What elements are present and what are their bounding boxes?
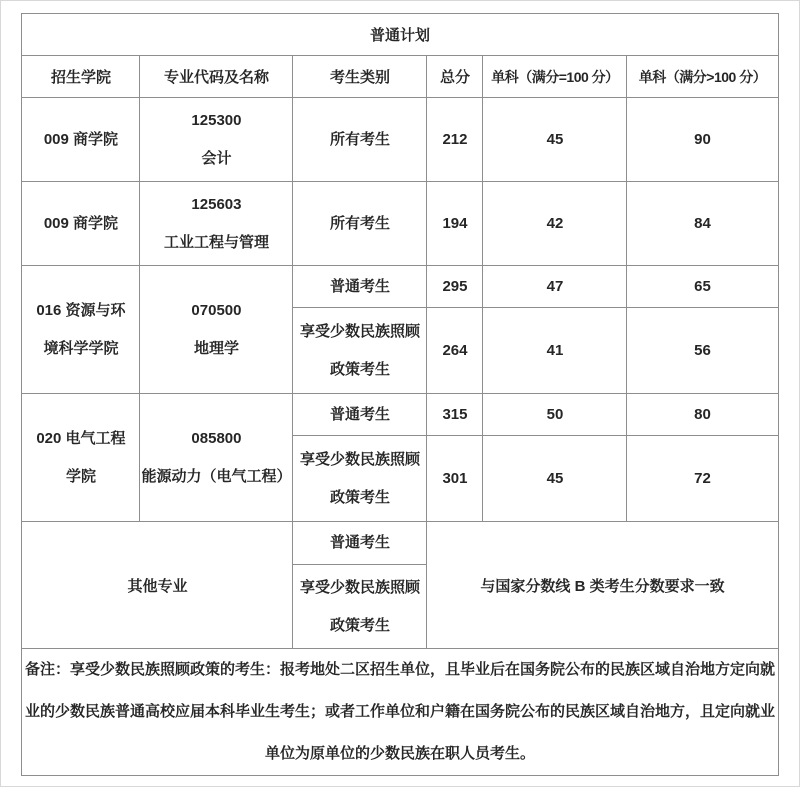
cell-major-code <box>140 266 293 394</box>
text-line: 009 商学院 <box>43 214 119 232</box>
header-total: 总分 <box>427 56 483 98</box>
cell-single-eq100: 45 <box>483 98 627 182</box>
table-row <box>22 394 778 436</box>
plan-title: 普通计划 <box>22 14 778 56</box>
text-line: 085800 <box>191 429 242 447</box>
cell-category <box>293 522 427 565</box>
cell-total-score: 301 <box>427 436 483 522</box>
table-note: 备注：享受少数民族照顾政策的考生：报考地处二区招生单位，且毕业后在国务院公布的民族区域自治地方定向就业的少数民族普通高校应届本科毕业生考生；或者工作单位和户籍在国务院公布的民族区域自治地方，且定向就业单位为原单位的少数民族在职人员考生。 <box>22 649 778 776</box>
cell-category <box>293 98 427 182</box>
text-line: 政策考生 <box>329 616 390 634</box>
cell-major-code <box>140 182 293 266</box>
cell-single-gt100: 56 <box>627 308 778 394</box>
table-row <box>22 98 778 182</box>
cell-college <box>22 182 140 266</box>
text-line: 020 电气工程 <box>36 429 126 447</box>
cell-category <box>293 394 427 436</box>
cell-category <box>293 182 427 266</box>
cell-major-code <box>140 98 293 182</box>
table-row <box>22 649 778 776</box>
text-line: 普通考生 <box>329 277 390 295</box>
cell-single-gt100: 90 <box>627 98 778 182</box>
cell-total-score: 194 <box>427 182 483 266</box>
cell-college <box>22 98 140 182</box>
text-line: 普通考生 <box>329 534 390 551</box>
text-line: 学院 <box>65 467 96 485</box>
text-line: 境科学学院 <box>43 339 119 357</box>
cell-total-score: 315 <box>427 394 483 436</box>
text-line: 地理学 <box>193 339 239 357</box>
header-college: 招生学院 <box>22 56 140 98</box>
table-row <box>22 182 778 266</box>
text-line: 125300 <box>191 111 242 129</box>
cell-major-code <box>140 394 293 522</box>
cell-category <box>293 565 427 649</box>
text-line: 125603 <box>191 195 242 213</box>
header-single-eq100: 单科（满分=100 分） <box>483 56 627 98</box>
cell-total-score: 264 <box>427 308 483 394</box>
cell-single-gt100: 84 <box>627 182 778 266</box>
cell-total-score: 212 <box>427 98 483 182</box>
text-line: 享受少数民族照顾 <box>299 322 420 340</box>
cell-single-gt100: 80 <box>627 394 778 436</box>
cell-single-gt100: 65 <box>627 266 778 308</box>
cell-single-eq100: 41 <box>483 308 627 394</box>
text-line: 所有考生 <box>329 214 390 232</box>
cell-category <box>293 436 427 522</box>
text-line: 016 资源与环 <box>36 301 126 319</box>
header-single-gt100: 单科（满分>100 分） <box>627 56 778 98</box>
header-category: 考生类别 <box>293 56 427 98</box>
cell-category <box>293 266 427 308</box>
cell-category <box>293 308 427 394</box>
cell-requirement: 与国家分数线 B 类考生分数要求一致 <box>427 522 778 649</box>
table-row <box>22 522 778 565</box>
text-line: 普通考生 <box>329 405 390 423</box>
text-line: 政策考生 <box>329 360 390 378</box>
text-line: 会计 <box>201 149 232 167</box>
cell-college <box>22 266 140 394</box>
text-line: 009 商学院 <box>43 130 119 148</box>
header-major: 专业代码及名称 <box>140 56 293 98</box>
cell-single-gt100: 72 <box>627 436 778 522</box>
text-line: 享受少数民族照顾 <box>299 450 420 468</box>
table-row <box>22 266 778 308</box>
text-line: 能源动力（电气工程） <box>141 467 292 485</box>
cell-college <box>22 394 140 522</box>
text-line: 所有考生 <box>329 130 390 148</box>
cell-single-eq100: 50 <box>483 394 627 436</box>
cell-other-majors: 其他专业 <box>22 522 293 649</box>
cell-single-eq100: 47 <box>483 266 627 308</box>
cell-single-eq100: 45 <box>483 436 627 522</box>
cell-single-eq100: 42 <box>483 182 627 266</box>
text-line: 政策考生 <box>329 488 390 506</box>
cell-total-score: 295 <box>427 266 483 308</box>
text-line: 070500 <box>191 301 242 319</box>
text-line: 享受少数民族照顾 <box>299 578 420 596</box>
text-line: 工业工程与管理 <box>163 233 269 251</box>
admission-score-table <box>21 13 778 776</box>
